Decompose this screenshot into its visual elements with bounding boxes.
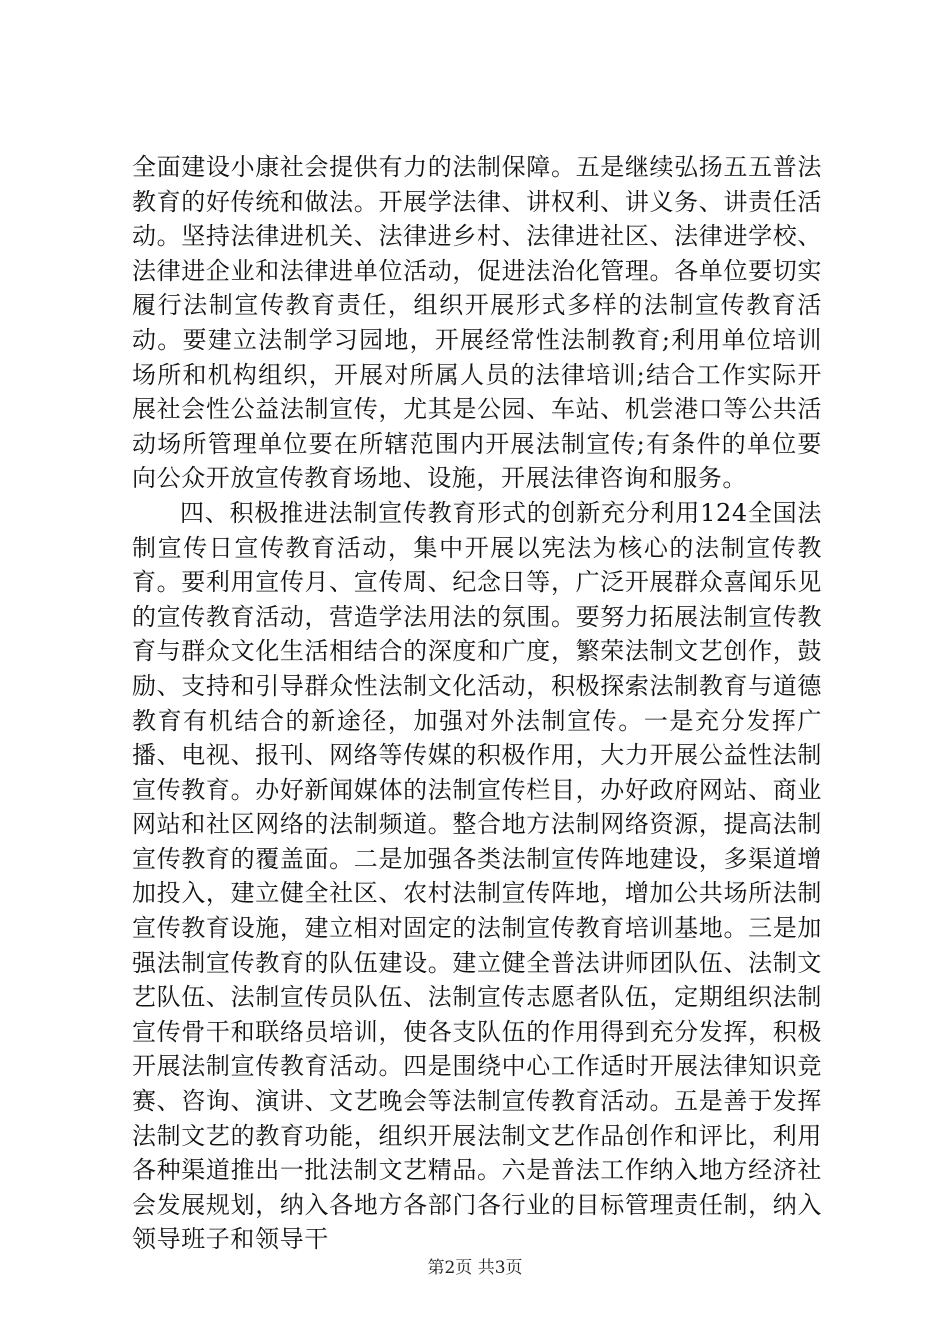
paragraph-continuation: 全面建设小康社会提供有力的法制保障。五是继续弘扬五五普法教育的好传统和做法。开展学法律、讲权利、讲义务、讲责任活动。坚持法律进机关、法律进乡村、法律进社区、法律进学校、法律进企业和法律进单位活动，促进法治化管理。各单位要切实履行法制宣传教育责任，组织开展形式多样的法制宣传教育活动。要建立法制学习园地，开展经常性法制教育;利用单位培训场所和机构组织，开展对所属人员的法律培训;结合工作实际开展社会性公益法制宣传，尤其是公园、车站、机尝港口等公共活动场所管理单位要在所辖范围内开展法制宣传;有条件的单位要向公众开放宣传教育场地、设施，开展法律咨询和服务。: [132, 153, 822, 493]
page-number-label: 第2页 共3页: [427, 1258, 523, 1278]
paragraph-section-four: 四、积极推进法制宣传教育形式的创新充分利用124全国法制宣传日宣传教育活动，集中开展以宪法为核心的法制宣传教育。要利用宣传月、宣传周、纪念日等，广泛开展群众喜闻乐见的宣传教育活动，营造学法用法的氛围。要努力拓展法制宣传教育与群众文化生活相结合的深度和广度，繁荣法制文艺创作，鼓励、支持和引导群众性法制文化活动，积极探索法制教育与道德教育有机结合的新途径，加强对外法制宣传。一是充分发挥广播、电视、报刊、网络等传媒的积极作用，大力开展公益性法制宣传教育。办好新闻媒体的法制宣传栏目，办好政府网站、商业网站和社区网络的法制频道。整合地方法制网络资源，提高法制宣传教育的覆盖面。二是加强各类法制宣传阵地建设，多渠道增加投入，建立健全社区、农村法制宣传阵地，增加公共场所法制宣传教育设施，建立相对固定的法制宣传教育培训基地。三是加强法制宣传教育的队伍建设。建立健全普法讲师团队伍、法制文艺队伍、法制宣传员队伍、法制宣传志愿者队伍，定期组织法制宣传骨干和联络员培训，使各支队伍的作用得到充分发挥，积极开展法制宣传教育活动。四是围绕中心工作适时开展法律知识竞赛、咨询、演讲、文艺晚会等法制宣传教育活动。五是善于发挥法制文艺的教育功能，组织开展法制文艺作品创作和评比，利用各种渠道推出一批法制文艺精品。六是普法工作纳入地方经济社会发展规划，纳入各地方各部门各行业的目标管理责任制，纳入领导班子和领导干: [132, 498, 822, 1254]
document-body: [132, 150, 822, 1257]
page-footer: [0, 1253, 950, 1278]
